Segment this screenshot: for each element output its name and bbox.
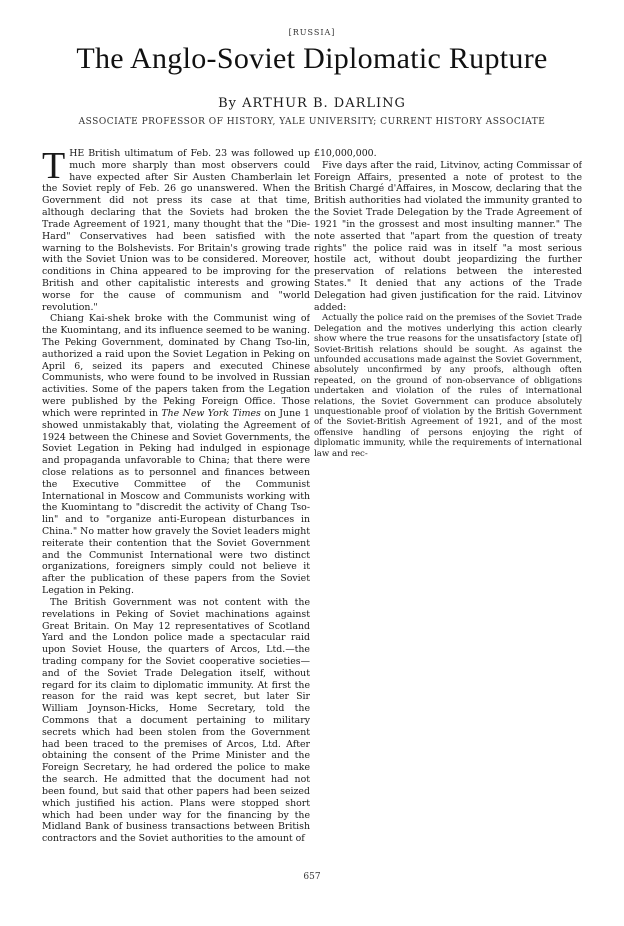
paragraph-2-text-b: on June 1 showed unmistakably that, violating the Agreement of 1924 between the Chinese and Soviet Governments, the Soviet Legation in Peking had indulged in espionage and propaganda unfavorable to China; that there were close relations as to personnel and finances between the Executive Committee of the Communist International in Moscow and Communists working with the Kuomintang to "discredit the activity of Chang Tso-lin" and to "organize anti-European disturbances in China." No matter how gravely the Soviet leaders might reiterate their contention that the Soviet Government and the Communist International were two distinct organizations, foreigners simply could not believe it after the publication of these papers from the Soviet Legation in Peking. (42, 407, 310, 597)
author-affiliation: ASSOCIATE PROFESSOR OF HISTORY, YALE UNIVERSITY; CURRENT HISTORY ASSOCIATE (78, 117, 546, 127)
paragraph-1 (42, 148, 310, 313)
drop-cap: T (42, 148, 66, 187)
litvinov-quote: Actually the police raid on the premises of the Soviet Trade Delegation and the motives underlying this action clearly show where the true reasons for the unsatisfactory [state of] Soviet-British relations should be sought. As against the unfounded accusations made against the Soviet Government, absolutely unconfirmed by any proofs, although often repeated, on the ground of non-observance of obligations undertaken and violation of the rules of international relations, the Soviet Government can produce absolutely unquestionable proof of violation by the British Government of the Soviet-British Agreement of 1921, and of the most offensive handling of persons enjoying the right of diplomatic immunity, while the requirements of international law and rec- (314, 313, 582, 459)
paragraph-4: Five days after the raid, Litvinov, acting Commissar of Foreign Affairs, presented a note of protest to the British Chargé d'Affaires, in Moscow, declaring that the British authorities had violated the immunity granted to the Soviet Trade Delegation by the Trade Agreement of 1921 "in the grossest and most insulting manner." The note asserted that "apart from the question of treaty rights" the police raid was in itself "a most serious hostile act, without doubt jeopardizing the further preservation of relations between the interested States." It denied that any actions of the Trade Delegation had given justification for the raid. Litvinov added: (314, 159, 582, 313)
text-column-left (42, 148, 310, 848)
newspaper-title: The New York Times (161, 407, 261, 419)
author-byline: By ARTHUR B. DARLING (218, 96, 406, 111)
paragraph-3: The British Government was not content with the revelations in Peking of Soviet machinations against Great Britain. On May 12 representatives of Scotland Yard and the London police made a spectacular raid upon Soviet House, the quarters of Arcos, Ltd.—the trading company for the Soviet cooperative societies—and of the Soviet Trade Delegation itself, without regard for its claim to diplomatic immunity. At first the reason for the raid was kept secret, but later Sir William Joynson-Hicks, Home Secretary, told the Commons that a document pertaining to military secrets which had been stolen from the Government had been traced to the premises of Arcos, Ltd. After obtaining the consent of the Prime Minister and the Foreign Secretary, he had ordered the police to make the search. He admitted that the document had not been found, but said that other papers had been seized which justified his action. Plans were stopped short which had been under way for the financing by the Midland Bank of business transactions between British contractors and the Soviet authorities to the amount of (42, 596, 310, 845)
paragraph-1-text: HE British ultimatum of Feb. 23 was followed up much more sharply than most observers could have expected after Sir Austen Chamberlain let the Soviet reply of Feb. 26 go unanswered. When the Government did not press its case at that time, although declaring that the Soviets had broken the Trade Agreement of 1921, many thought that the "Die-Hard" Conservatives had been satisfied with the warning to the Bolshevists. For Britain's growing trade with the Soviet Union was to be considered. Moreover, conditions in China appeared to be improving for the British and other capitalistic interests and growing worse for the cause of communism and "world revolution." (42, 148, 310, 313)
page-number: 657 (303, 872, 321, 882)
paragraph-2-text-a: Chiang Kai-shek broke with the Communist wing of the Kuomintang, and its influence seemed to be waning. The Peking Government, dominated by Chang Tso-lin, authorized a raid upon the Soviet Legation in Peking on April 6, seized its papers and executed Chinese Communists, who were found to be involved in Russian activities. Some of the papers taken from the Legation were published by the Peking Foreign Office. Those which were reprinted in (42, 313, 310, 419)
section-tag: [RUSSIA] (288, 28, 336, 37)
paragraph-2 (42, 313, 310, 597)
paragraph-3-continued: £10,000,000. (314, 148, 377, 159)
article-title: The Anglo-Soviet Diplomatic Rupture (76, 42, 548, 75)
text-column-right (314, 148, 582, 848)
